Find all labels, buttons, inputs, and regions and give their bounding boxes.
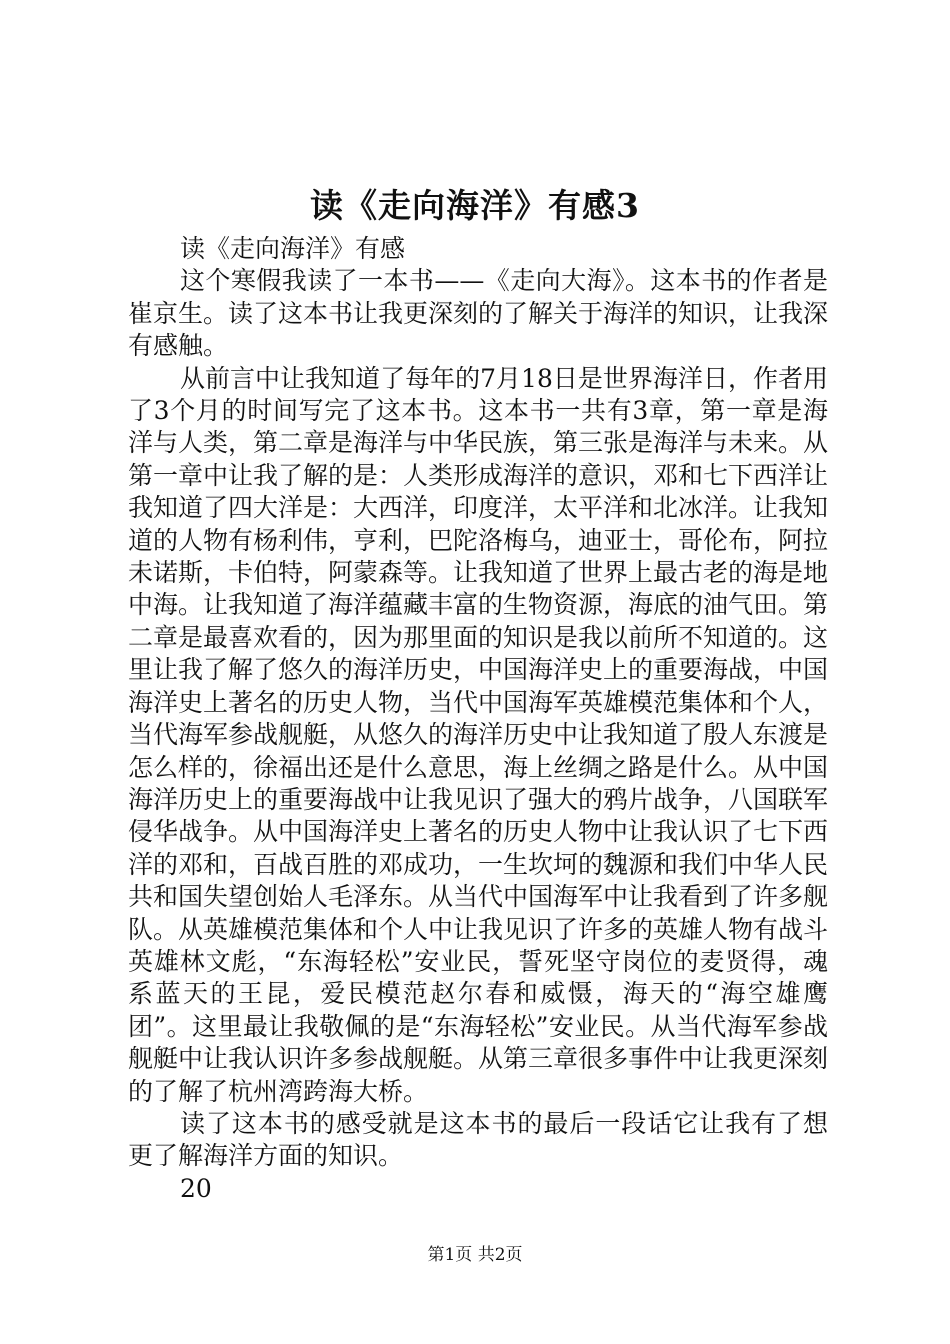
paragraph-conclusion: 读了这本书的感受就是这本书的最后一段话它让我有了想更了解海洋方面的知识。 <box>128 1108 828 1171</box>
document-title: 读《走向海洋》有感3 <box>310 186 640 225</box>
paragraph-main: 从前言中让我知道了每年的7月18日是世界海洋日，作者用了3个月的时间写完了这本书。这本书一共有3章，第一章是海洋与人类，第二章是海洋与中华民族，第三张是海洋与未来。从第一章中让我了解的是：人类形成海洋的意识，邓和七下西洋让我知道了四大洋是：大西洋，印度洋，太平洋和北冰洋。让我知道的人物有杨利伟，亨利，巴陀洛梅乌，迪亚士，哥伦布，阿拉未诺斯，卡伯特，阿蒙森等。让我知道了世界上最古老的海是地中海。让我知道了海洋蕴藏丰富的生物资源，海底的油气田。第二章是最喜欢看的，因为那里面的知识是我以前所不知道的。这里让我了解了悠久的海洋历史，中国海洋史上的重要海战，中国海洋史上著名的历史人物，当代中国海军英雄模范集体和个人，当代海军参战舰艇，从悠久的海洋历史中让我知道了殷人东渡是怎么样的，徐福出还是什么意思，海上丝绸之路是什么。从中国海洋历史上的重要海战中让我见识了强大的鸦片战争，八国联军侵华战争。从中国海洋史上著名的历史人物中让我认识了七下西洋的邓和，百战百胜的邓成功，一生坎坷的魏源和我们中华人民共和国失望创始人毛泽东。从当代中国海军中让我看到了许多舰队。从英雄模范集体和个人中让我见识了许多的英雄人物有战斗英雄林文彪，“东海轻松”安业民，誓死坚守岗位的麦贤得，魂系蓝天的王昆，爱民模范赵尔春和威慑，海天的“海空雄鹰团”。这里最让我敬佩的是“东海轻松”安业民。从当代海军参战舰艇中让我认识许多参战舰艇。从第三章很多事件中让我更深刻的了解了杭州湾跨海大桥。 <box>128 363 829 1106</box>
page-footer: 第1页 共2页 <box>427 1245 523 1265</box>
paragraph-trailing-number: 20 <box>180 1173 212 1203</box>
document-body <box>128 233 828 1205</box>
paragraph-subtitle: 读《走向海洋》有感 <box>180 234 406 263</box>
paragraph-intro: 这个寒假我读了一本书——《走向大海》。这本书的作者是崔京生。读了这本书让我更深刻的了解关于海洋的知识，让我深有感触。 <box>128 266 829 361</box>
